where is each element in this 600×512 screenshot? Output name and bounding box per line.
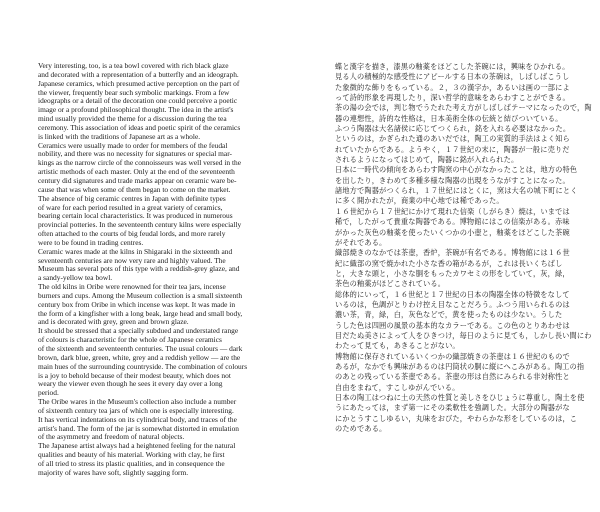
english-text-line: century box from Oribe in which incense was kept. It was made in — [38, 300, 236, 309]
japanese-text-line: を出したり，きわめて多種多様な陶器の出現をうながすことになった。 — [335, 175, 570, 185]
english-text-line: kings as the narrow circle of the connoisseurs was well versed in the — [38, 159, 242, 168]
japanese-text-line: １６世紀から１７世紀にかけて現れた信楽（しがらき）焼は，いまでは — [335, 206, 570, 216]
japanese-text-line: 目だたぬ美さによって人をひきつけ，毎日のように見ても，しかし長い間にわ — [335, 330, 592, 340]
japanese-text-line: いるのは，色調がとりわけ控え目なことだろう。ふつう用いられるのは — [335, 299, 570, 309]
japanese-text-line: ふつう陶器は大名諸侯に応じてつくられ，銘を入れる必要はなかった。 — [335, 124, 571, 134]
japanese-text-line: 稀で，したがって貴重な陶器である。博物館にはこの信楽がある。赤味 — [335, 217, 570, 227]
japanese-text-line: 紀に織部の窯で焼かれた小さな香の箱があるが，これは長いくちばし — [335, 258, 563, 268]
english-text-line: and decorated with a representation of a butterfly and an ideograph. — [38, 70, 239, 79]
japanese-text-line: と，大きな頭と，小さな胴をもったカワセミの形をしていて，灰，緑， — [335, 268, 570, 278]
english-text-line: The old kilns in Oribe were renowned for their tea jars, incense — [38, 283, 226, 292]
japanese-text-line: うした色は四囲の風景の基本的なカラーである。この色のとりあわせは — [335, 320, 570, 330]
english-text-line: main hues of the surrounding countryside. The combination of colours — [38, 362, 248, 371]
japanese-text-line: 濃い茶，青，緑，白，灰色などで，黄を使ったものは少ない。うした — [335, 310, 563, 320]
english-text-line: qualities and beauty of his material. Working with clay, he first — [38, 451, 225, 460]
japanese-text-line: 器の連想性，詩的な性格は，日本美術全体の伝統と結びついている。 — [335, 113, 563, 123]
english-text-line: nobility, and there was no necessity for signatures or special mar- — [38, 150, 232, 159]
japanese-text-line: 自由をまねて，すこしゆがんでいる。 — [335, 382, 460, 392]
japanese-text-line: 日本に一時代の傾向をあらわす陶窯の中心がなかったことは，地方の特色 — [335, 165, 578, 175]
english-text-line: artist's hand. The form of the jar is somewhat distorted in emulation — [38, 424, 239, 433]
japanese-text-line: に多く開かれたが，商業の中心地では稀であった。 — [335, 196, 504, 206]
english-text-line: of ware for each period resulted in a great variety of ceramics, — [38, 203, 223, 212]
japanese-text-line: あるが，なかでも興味があるのは円筒状の胴に縦にへこみがある。陶工の指 — [335, 361, 585, 371]
english-text-line: It has vertical indentations on its cylindrical body, and traces of the — [38, 415, 237, 424]
english-text-line: and is decorated with grey, green and brown glaze. — [38, 318, 189, 327]
english-text-line: cause that was when some of them began to come on the market. — [38, 185, 231, 194]
japanese-text-line: にかとうすこしゆるい，丸味をおびた，やわらかな形をしているのは，こ — [335, 413, 578, 423]
japanese-text-line: 日本の陶工はつねに土の天然の性質と美しさをひじょうに尊重し，陶土を使 — [335, 393, 585, 402]
english-text-line: The Japanese artist always had a heightened feeling for the natural — [38, 442, 236, 451]
english-text-line: century did signatures and trade marks appear on ceramic ware be- — [38, 176, 237, 185]
japanese-text-line: 総体的にいって，１６世紀と１７世紀の日本の陶器全体の特徴をなして — [335, 289, 570, 299]
english-text-line: The absence of big ceramic centres in Japan with definite types — [38, 194, 226, 203]
english-text-line: burners and cups. Among the Museum collection is a small sixteenth — [38, 291, 243, 300]
japanese-text-line: 織部焼きのなかでは茶壺，香炉，茶碗が有名である。博物館には１６世 — [335, 248, 570, 258]
english-text-line: majority of wares have soft, slightly sagging form. — [38, 468, 189, 477]
english-text-line: of sixteenth century tea jars of which one is especially interesting. — [38, 406, 234, 415]
english-text-line: of the asymmetry and freedom of natural objects. — [38, 433, 185, 442]
japanese-text-column — [335, 62, 600, 434]
english-text-column — [38, 62, 322, 478]
english-text-line: artistic methods of each master. Only at the end of the seventeenth — [38, 168, 235, 177]
english-text-line: ceremony. This association of ideas and poetic spirit of the ceramics — [38, 123, 241, 132]
english-text-line: period. — [38, 389, 59, 398]
japanese-text-line: 蝶と漢字を描き，漆黒の釉薬をほどこした茶碗には，興味をひかれる。 — [335, 62, 570, 71]
english-text-line: It should be stressed that a specially subdued and understated range — [38, 327, 239, 336]
english-text-line: Ceramics were usually made to order for members of the feudal — [38, 141, 228, 150]
english-text-line: a sandy-yellow tea bowl. — [38, 274, 113, 283]
japanese-text-line: れていたからである。ようやく，１７世紀の末に，陶器が一般に売りだ — [335, 144, 570, 154]
japanese-text-line: 茶の湯の会では，判じ物でうたれた考え方がしばしばテーマになったので，陶 — [335, 103, 592, 113]
english-text-line: Museum has several pots of this type with a reddish-grey glaze, and — [38, 265, 240, 274]
japanese-text-line: 見る人の積極的な感受性にアピールする日本の茶碗は，しばしばこうし — [335, 72, 570, 82]
english-text-line: of all tried to stress its plastic qualities, and in consequence the — [38, 459, 225, 468]
english-text-line: bearing certain local characteristics. It was produced in numerous — [38, 212, 233, 221]
japanese-text-line: されるようになってはじめて，陶器に銘が入れられた。 — [335, 155, 519, 165]
japanese-text-line: って詩的形象を再現したり，深い哲学的意味をあらわすことができる。 — [335, 93, 570, 103]
english-text-line: the form of a kingfisher with a long beak, large head and small body, — [38, 309, 243, 318]
english-text-line: The Oribe wares in the Museum's collection also include a number — [38, 398, 237, 407]
japanese-text-line: 博物館に保存されているいくつかの織部焼きの茶壺は１６世紀のもので — [335, 351, 570, 361]
japanese-text-line: がかった灰色の釉薬を使ったいくつかの小壺と，釉薬をほどこした茶碗 — [335, 227, 570, 237]
english-text-line: Very interesting, too, is a tea bowl covered with rich black glaze — [38, 62, 229, 70]
japanese-text-line: がそれである。 — [335, 237, 387, 247]
english-text-line: seventeenth centuries are now very rare and highly valued. The — [38, 256, 226, 265]
english-text-line: the viewer, frequently bear such symbolic markings. From a few — [38, 88, 230, 97]
english-text-line: weary the viewer even though he sees it every day over a long — [38, 380, 223, 389]
english-text-line: of the sixteenth and seventeenth centuries. The usual colours — dark — [38, 345, 243, 353]
japanese-text-line: のあとの残っている茶壺である。茶壺の形は自然にみられる非対称性と — [335, 372, 570, 382]
english-text-line: provincial potteries. In the seventeenth century kilns were especially — [38, 221, 242, 230]
english-text-line: Ceramic wares made at the kilns in Shigaraki in the sixteenth and — [38, 247, 233, 256]
japanese-text-line: というのは，かぎられた通のあいだでは，陶工の実質的手法はよく知ら — [335, 134, 570, 144]
english-text-line: brown, dark blue, green, white, grey and a reddish yellow — are the — [38, 353, 241, 362]
english-text-line: of colours is characteristic for the whole of Japanese ceramics — [38, 336, 222, 345]
english-text-line: ideographs or a detail of the decoration one could perceive a poetic — [38, 97, 238, 106]
japanese-text-line: 茶色の釉薬がほどこされている。 — [335, 279, 446, 289]
english-text-line: often attached to the courts of big feudal lords, and more rarely — [38, 230, 226, 239]
japanese-text-line: た象徴的な飾りをもっている。２，３の漢字か，あるいは画の一部によ — [335, 82, 570, 92]
english-text-line: is linked with the traditions of Japanese art as a whole. — [38, 132, 201, 141]
japanese-text-line: 諸地方で陶器がつくられ，１７世紀にはとくに，窯は大名の城下町にとく — [335, 186, 578, 196]
japanese-text-line: わたって見ても，あきることがない。 — [335, 341, 460, 351]
japanese-text-line: のためである。 — [335, 424, 387, 434]
english-text-line: image or a profound philosophical thought. The idea in the artist's — [38, 106, 234, 115]
english-text-line: is a joy to behold because of their modest beauty, which does not — [38, 371, 231, 380]
english-text-line: Japanese ceramics, which presumed active perception on the part of — [38, 79, 240, 88]
english-text-line: were to be found in trading centres. — [38, 238, 144, 247]
japanese-text-line: うにあたっては，まず第一にその柔軟性を強調した。大部分の陶器がな — [335, 403, 570, 413]
english-text-line: mind usually provided the theme for a discussion during the tea — [38, 115, 227, 124]
